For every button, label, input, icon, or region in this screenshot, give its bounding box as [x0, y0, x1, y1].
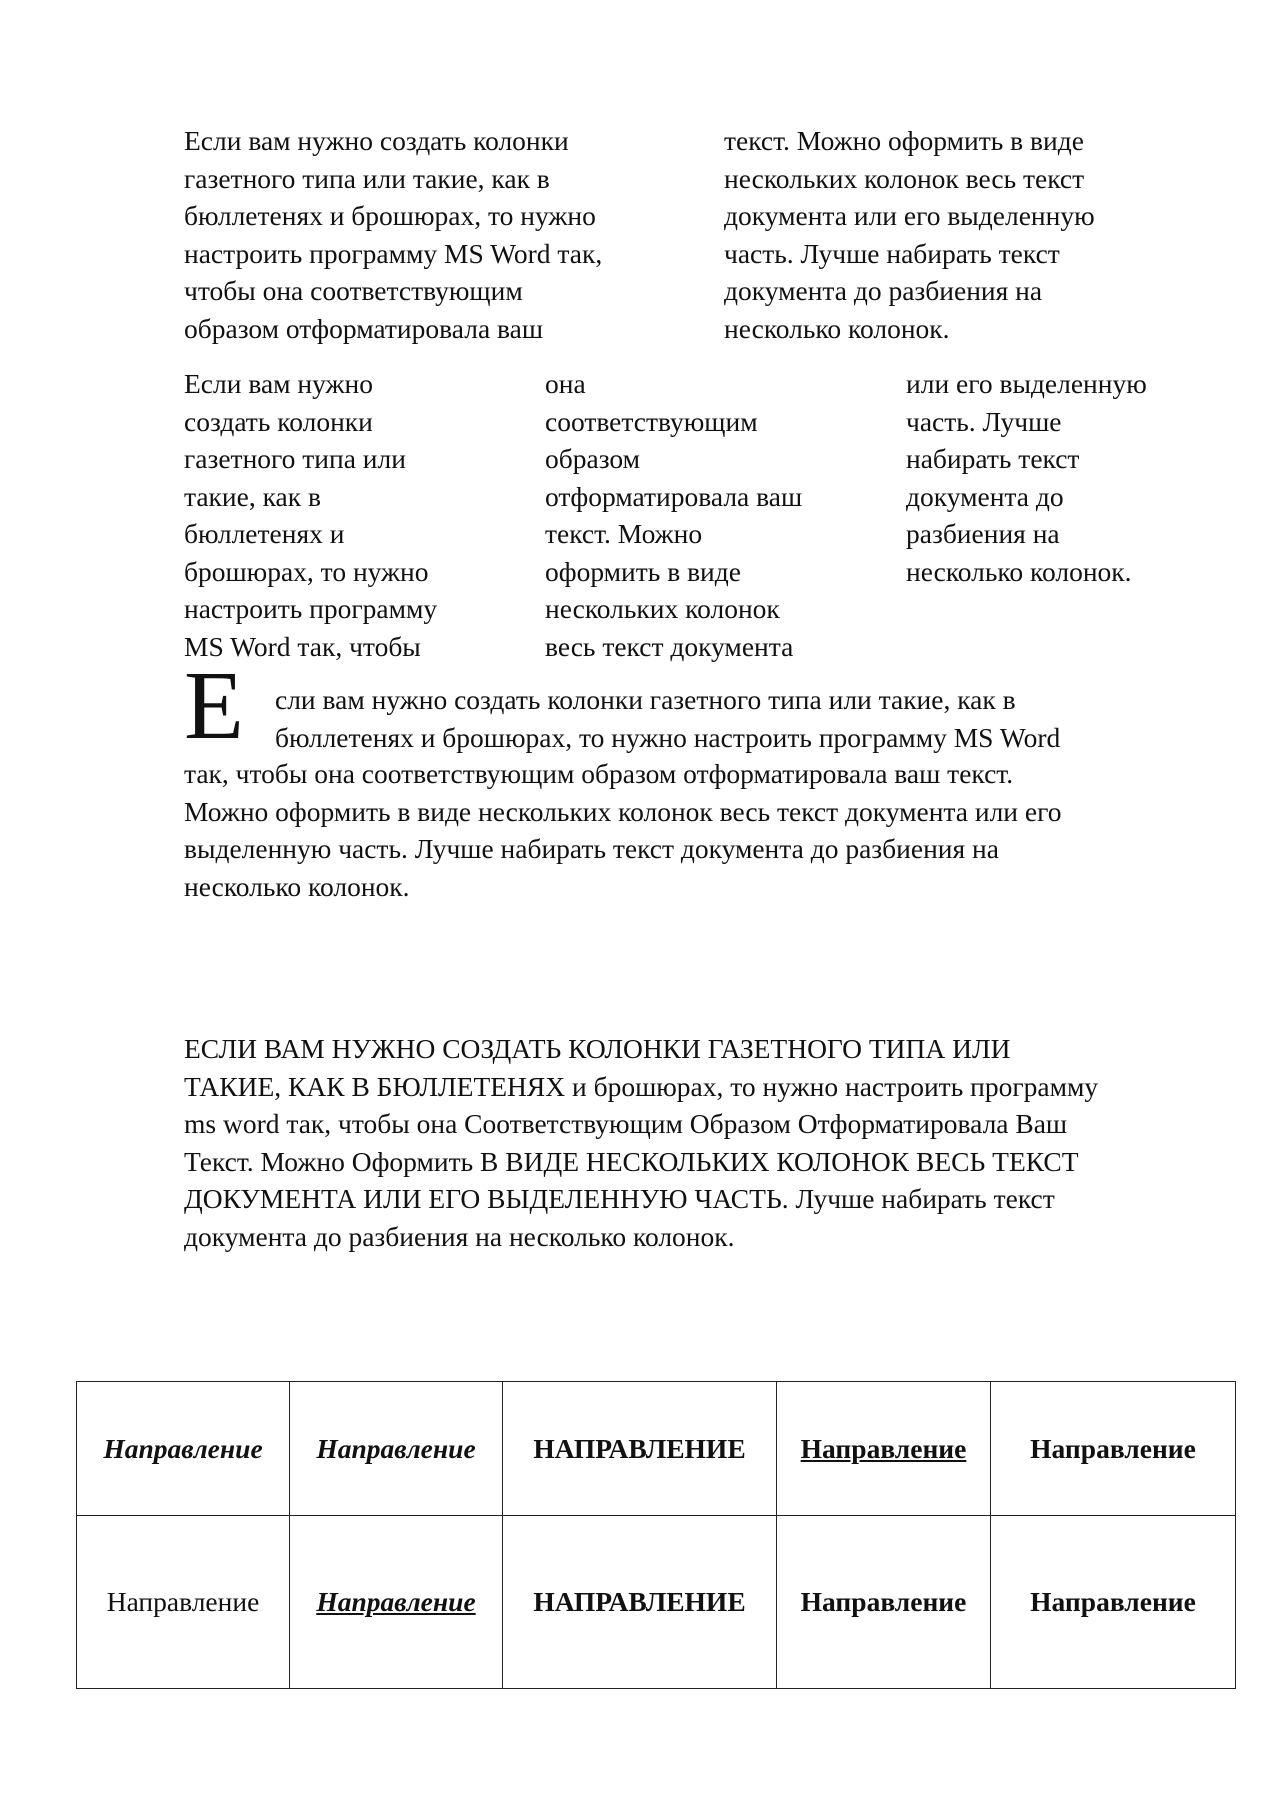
table-cell — [503, 1516, 777, 1689]
text-line: такие, как в — [184, 480, 321, 512]
text-line: Текст. Можно Оформить В ВИДЕ НЕСКОЛЬКИХ КОЛОНОК ВЕСЬ ТЕКСТ — [184, 1145, 1079, 1177]
text-line: несколько колонок. — [724, 312, 950, 344]
text-line: сли вам нужно создать колонки газетного типа или такие, как в — [275, 684, 1016, 715]
text-line: соответствующим — [545, 405, 758, 437]
text-line: отформатировала ваш — [545, 480, 803, 512]
cell-text: Направление — [106, 1586, 260, 1617]
text-line: Можно оформить в виде нескольких колонок весь текст документа или его — [184, 795, 1062, 827]
mixed-case-paragraph — [184, 1030, 1098, 1255]
text-line: нескольких колонок весь текст — [724, 162, 1085, 194]
table-cell — [290, 1382, 503, 1516]
table-cell — [290, 1516, 503, 1689]
cell-text: Направление — [800, 1432, 967, 1464]
text-line: несколько колонок. — [184, 870, 410, 902]
table-cell — [77, 1516, 290, 1689]
text-line: бюллетенях и брошюрах, то нужно — [184, 200, 596, 231]
cell-text: Направление — [103, 1432, 263, 1464]
text-line: MS Word так, чтобы — [184, 630, 421, 662]
text-line: бюллетенях и брошюрах, то нужно настроить программу MS Word — [275, 721, 1061, 753]
cell-text: Направление — [316, 1432, 476, 1464]
cell-text: НАПРАВЛЕНИЕ — [533, 1586, 746, 1617]
cell-text: Направление — [1030, 1586, 1196, 1617]
text-line: документа до разбиения на — [724, 275, 1043, 306]
text-line: часть. Лучше набирать текст — [724, 237, 1060, 269]
text-line: она — [545, 368, 586, 399]
text-line: документа до разбиения на несколько колонок. — [184, 1220, 735, 1252]
cell-text: НАПРАВЛЕНИЕ — [533, 1432, 746, 1464]
table-cell — [777, 1382, 991, 1516]
drop-cap-indented-lines — [275, 681, 1060, 756]
text-line: документа или его выделенную — [724, 200, 1095, 231]
cell-text: Направление — [800, 1586, 967, 1617]
text-line: Если вам нужно создать колонки — [184, 125, 569, 156]
table-cell — [77, 1382, 290, 1516]
table-cell — [777, 1516, 991, 1689]
text-line: ДОКУМЕНТА ИЛИ ЕГО ВЫДЕЛЕННУЮ ЧАСТЬ. Лучше набирать текст — [184, 1183, 1055, 1214]
text-line: Если вам нужно — [184, 368, 373, 399]
text-line: настроить программу — [184, 593, 438, 624]
text-line: набирать текст — [906, 443, 1080, 474]
text-line: разбиения на — [906, 518, 1060, 549]
text-line: несколько колонок. — [906, 555, 1132, 587]
table-row — [77, 1516, 1236, 1689]
text-styles-table — [76, 1381, 1236, 1689]
three-column-2 — [545, 365, 802, 665]
text-line: ms word так, чтобы она Соответствующим Образом Отформатировала Ваш — [184, 1108, 1068, 1139]
text-line: документа до — [906, 480, 1064, 512]
text-line: или его выделенную — [906, 368, 1147, 399]
table-cell — [991, 1382, 1236, 1516]
text-line: текст. Можно оформить в виде — [724, 125, 1084, 156]
cell-text: Направление — [1030, 1432, 1196, 1464]
text-line: брошюрах, то нужно — [184, 555, 429, 587]
text-line: чтобы она соответствующим — [184, 275, 523, 306]
table-row — [77, 1382, 1236, 1516]
text-line: текст. Можно — [545, 518, 703, 549]
drop-cap-paragraph-body — [184, 755, 1061, 905]
table-cell — [991, 1516, 1236, 1689]
two-column-right — [724, 122, 1095, 347]
text-line: газетного типа или такие, как в — [184, 162, 550, 194]
text-line: ЕСЛИ ВАМ НУЖНО СОЗДАТЬ КОЛОНКИ ГАЗЕТНОГО ТИПА ИЛИ — [184, 1033, 1011, 1064]
table-cell — [503, 1382, 777, 1516]
text-line: так, чтобы она соответствующим образом отформатировала ваш текст. — [184, 758, 1014, 789]
text-line: создать колонки — [184, 405, 373, 437]
text-line: настроить программу MS Word так, — [184, 237, 603, 269]
text-line: выделенную часть. Лучше набирать текст документа до разбиения на — [184, 833, 999, 864]
text-line: образом отформатировала ваш — [184, 312, 544, 344]
text-line: газетного типа или — [184, 443, 406, 474]
text-line: оформить в виде — [545, 555, 741, 587]
text-line: нескольких колонок — [545, 593, 780, 624]
two-column-left — [184, 122, 602, 347]
three-column-1 — [184, 365, 437, 665]
text-line: образом — [545, 443, 641, 474]
text-line: часть. Лучше — [906, 405, 1062, 437]
drop-cap-letter: Е — [184, 652, 244, 760]
three-column-3 — [906, 365, 1147, 590]
text-line: весь текст документа — [545, 630, 794, 662]
text-line: ТАКИЕ, КАК В БЮЛЛЕТЕНЯХ и брошюрах, то нужно настроить программу — [184, 1070, 1099, 1102]
cell-text: Направление — [316, 1586, 476, 1617]
text-line: бюллетенях и — [184, 518, 345, 549]
